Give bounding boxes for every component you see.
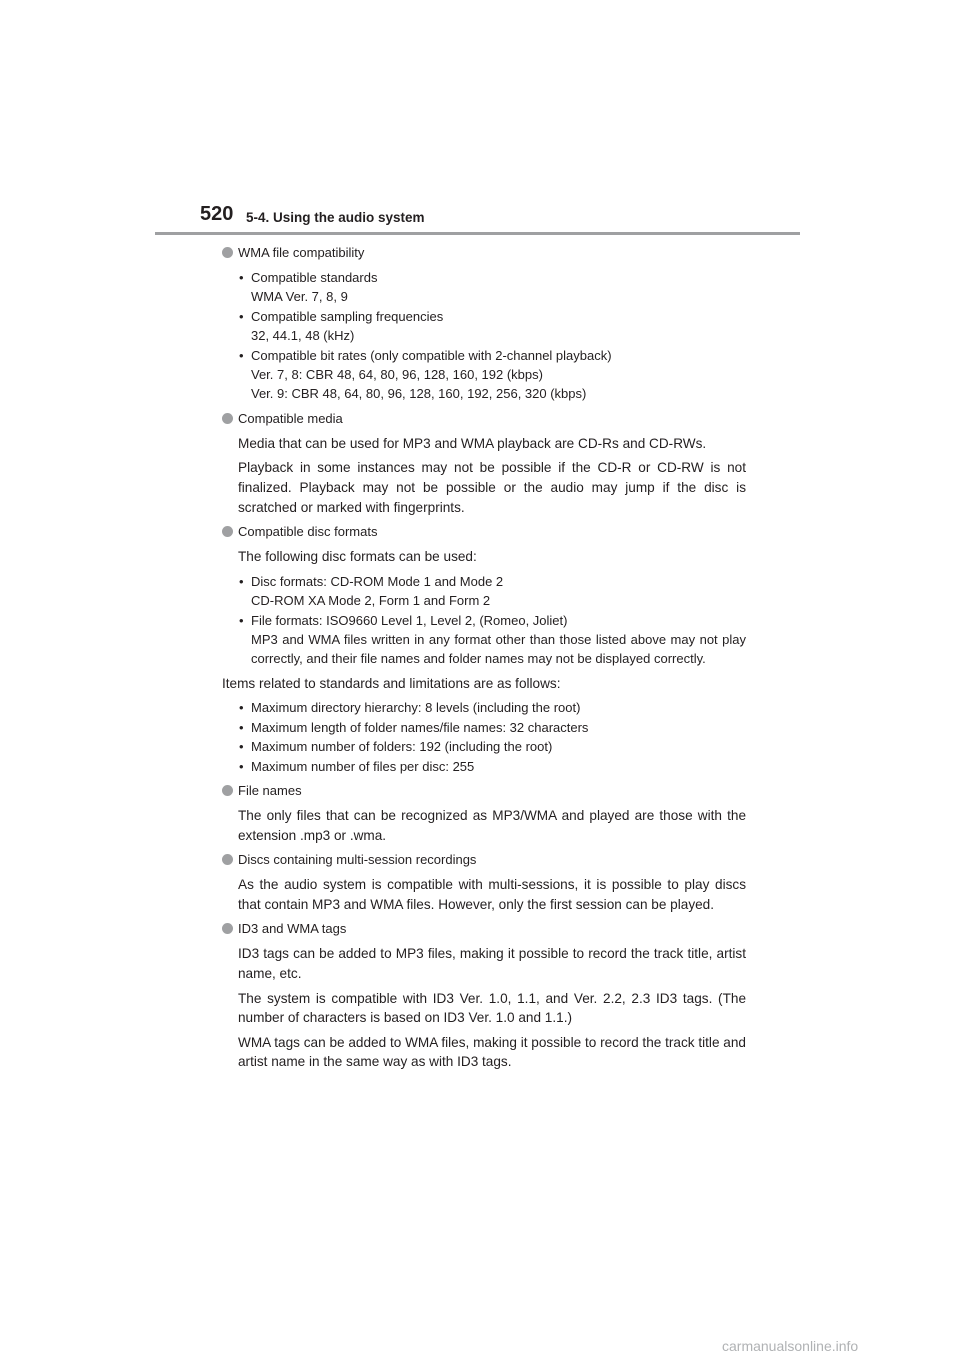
- list-item-label: Maximum number of folders: 192 (including the root): [251, 739, 553, 755]
- list-item: [238, 268, 746, 307]
- paragraph: WMA tags can be added to WMA files, making it possible to record the track title and artist name in the same way as with ID3 tags.: [238, 1034, 746, 1070]
- page-header: [200, 202, 800, 236]
- page-content: [222, 243, 746, 1077]
- list-item-label: Compatible bit rates (only compatible with 2-channel playback): [251, 347, 612, 363]
- bullet-mark: •: [239, 700, 244, 716]
- topic-title: File names: [238, 783, 302, 799]
- bullet-mark: •: [239, 347, 244, 363]
- topic-heading: [222, 850, 746, 870]
- list-item-detail: CD-ROM XA Mode 2, Form 1 and Form 2: [251, 593, 491, 609]
- topic-heading: [222, 243, 746, 263]
- topic-heading: [222, 781, 746, 801]
- list-item: [238, 757, 746, 776]
- topic-id3-wma-tags: [222, 919, 746, 1072]
- bullet-mark: •: [239, 758, 244, 774]
- list-item: [238, 718, 746, 737]
- list-item-label: Compatible sampling frequencies: [251, 308, 444, 324]
- list-item-detail: MP3 and WMA files written in any format other than those listed above may not play correctly, and their file names and folder names may not be displayed correctly.: [251, 632, 746, 667]
- topic-multi-session: [222, 850, 746, 914]
- header-rule: [155, 232, 800, 235]
- list-item-label: Maximum length of folder names/file names: 32 characters: [251, 719, 589, 735]
- bullet-dot-icon: [222, 526, 233, 537]
- page-number: 520: [200, 203, 234, 225]
- list-item-label: Maximum number of files per disc: 255: [251, 758, 475, 774]
- paragraph: Playback in some instances may not be possible if the CD-R or CD-RW is not finalized. Playback may not be possible or the audio may jump if the disc is scratched or marked with fingerprints.: [238, 460, 746, 515]
- bullet-dot-icon: [222, 785, 233, 796]
- list-item-label: Maximum directory hierarchy: 8 levels (including the root): [251, 700, 581, 716]
- paragraph: ID3 tags can be added to MP3 files, making it possible to record the track title, artist name, etc.: [238, 946, 746, 982]
- bullet-dot-icon: [222, 413, 233, 424]
- list-item-detail: 32, 44.1, 48 (kHz): [251, 328, 355, 344]
- topic-file-names: [222, 781, 746, 845]
- bullet-mark: •: [239, 612, 244, 628]
- list-item-detail: WMA Ver. 7, 8, 9: [251, 289, 348, 305]
- topic-title: WMA file compatibility: [238, 245, 365, 260]
- bullet-mark: •: [239, 308, 244, 324]
- topic-title: ID3 and WMA tags: [238, 921, 347, 937]
- list-item: [238, 611, 746, 669]
- bullet-dot-icon: [222, 854, 233, 865]
- list-item-detail: Ver. 7, 8: CBR 48, 64, 80, 96, 128, 160, 192 (kbps): [251, 367, 543, 383]
- list-item-label: Compatible standards: [251, 270, 378, 285]
- bullet-mark: •: [239, 739, 244, 755]
- list-item: [238, 737, 746, 756]
- paragraph: Media that can be used for MP3 and WMA playback are CD-Rs and CD-RWs.: [238, 435, 707, 451]
- topic-heading: [222, 409, 746, 429]
- bullet-dot-icon: [222, 923, 233, 934]
- list-item-label: Disc formats: CD-ROM Mode 1 and Mode 2: [251, 573, 504, 589]
- topic-title: Compatible disc formats: [238, 524, 378, 540]
- list-item: [238, 346, 746, 404]
- bullet-list: [238, 268, 746, 404]
- topic-compatible-media: [222, 409, 746, 517]
- paragraph: The following disc formats can be used:: [238, 549, 477, 565]
- bullet-mark: •: [239, 719, 244, 735]
- list-item: [238, 698, 746, 717]
- bullet-mark: •: [239, 573, 244, 589]
- paragraph: As the audio system is compatible with multi-sessions, it is possible to play discs that contain MP3 and WMA files. However, only the first session can be played.: [238, 877, 746, 912]
- topic-title: Discs containing multi-session recordings: [238, 852, 477, 868]
- topic-disc-formats: [222, 522, 746, 776]
- list-item-label: File formats: ISO9660 Level 1, Level 2, (Romeo, Joliet): [251, 612, 568, 628]
- bullet-list: [238, 572, 746, 669]
- bullet-list: [238, 698, 746, 776]
- footer-watermark: carmanualsonline.info: [722, 1338, 859, 1354]
- paragraph: The only files that can be recognized as MP3/WMA and played are those with the extension .mp3 or .wma.: [238, 808, 746, 843]
- list-item-detail: Ver. 9: CBR 48, 64, 80, 96, 128, 160, 192, 256, 320 (kbps): [251, 386, 587, 402]
- bullet-dot-icon: [222, 247, 233, 258]
- bullet-mark: •: [239, 270, 244, 285]
- paragraph: Items related to standards and limitations are as follows:: [222, 675, 561, 691]
- topic-heading: [222, 919, 746, 939]
- topic-title: Compatible media: [238, 410, 343, 426]
- section-title: 5-4. Using the audio system: [246, 210, 425, 225]
- topic-wma-compatibility: [222, 243, 746, 404]
- list-item: [238, 307, 746, 346]
- list-item: [238, 572, 746, 611]
- paragraph: The system is compatible with ID3 Ver. 1.0, 1.1, and Ver. 2.2, 2.3 ID3 tags. (The number of characters is based on ID3 Ver. 1.0 and 1.1.): [238, 990, 746, 1026]
- topic-heading: [222, 522, 746, 542]
